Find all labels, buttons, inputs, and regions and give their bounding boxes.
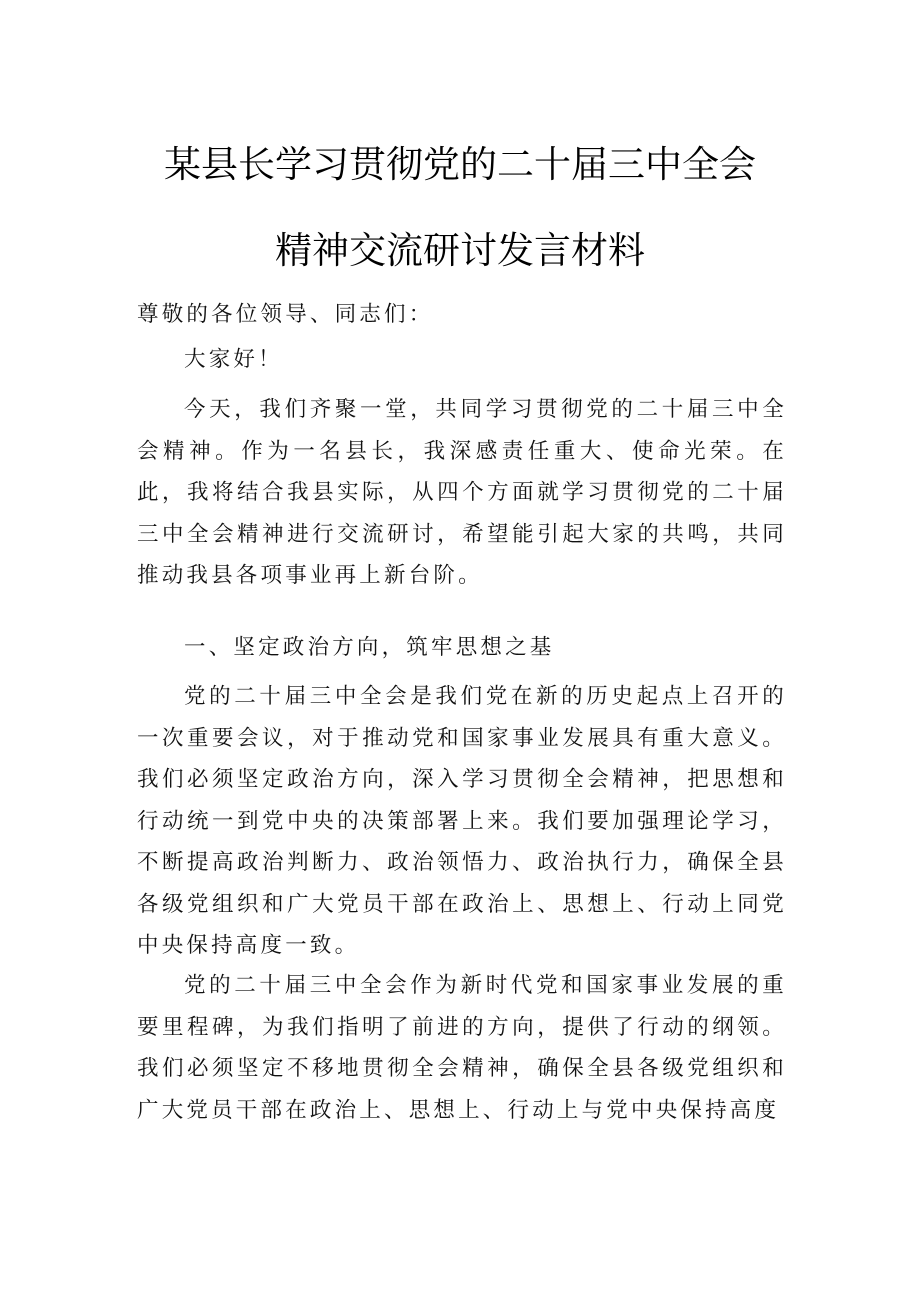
salutation: 尊敬的各位领导、同志们： — [137, 302, 434, 327]
paragraph-section-1-b: 党的二十届三中全会作为新时代党和国家事业发展的重要里程碑，为我们指明了前进的方向，提供了行动的纲领。我们必须坚定不移地贯彻全会精神，确保全县各级党组织和广大党员干部在政治上、思想上、行动上与党中央保持高度 — [137, 973, 787, 1123]
greeting: 大家好！ — [184, 347, 283, 372]
paragraph-intro: 今天，我们齐聚一堂，共同学习贯彻党的二十届三中全会精神。作为一名县长，我深感责任重大、使命光荣。在此，我将结合我县实际，从四个方面就学习贯彻党的二十届三中全会精神进行交流研讨，希望能引起大家的共鸣，共同推动我县各项事业再上新台阶。 — [137, 397, 787, 588]
paragraph-section-1-a: 党的二十届三中全会是我们党在新的历史起点上召开的一次重要会议，对于推动党和国家事业发展具有重大意义。我们必须坚定政治方向，深入学习贯彻全会精神，把思想和行动统一到党中央的决策部署上来。我们要加强理论学习，不断提高政治判断力、政治领悟力、政治执行力，确保全县各级党组织和广大党员干部在政治上、思想上、行动上同党中央保持高度一致。 — [137, 684, 787, 958]
document-title-line-1: 某县长学习贯彻党的二十届三中全会 — [164, 143, 756, 186]
document-title-line-2: 精神交流研讨发言材料 — [275, 229, 645, 272]
section-heading-1: 一、坚定政治方向，筑牢思想之基 — [184, 635, 555, 660]
